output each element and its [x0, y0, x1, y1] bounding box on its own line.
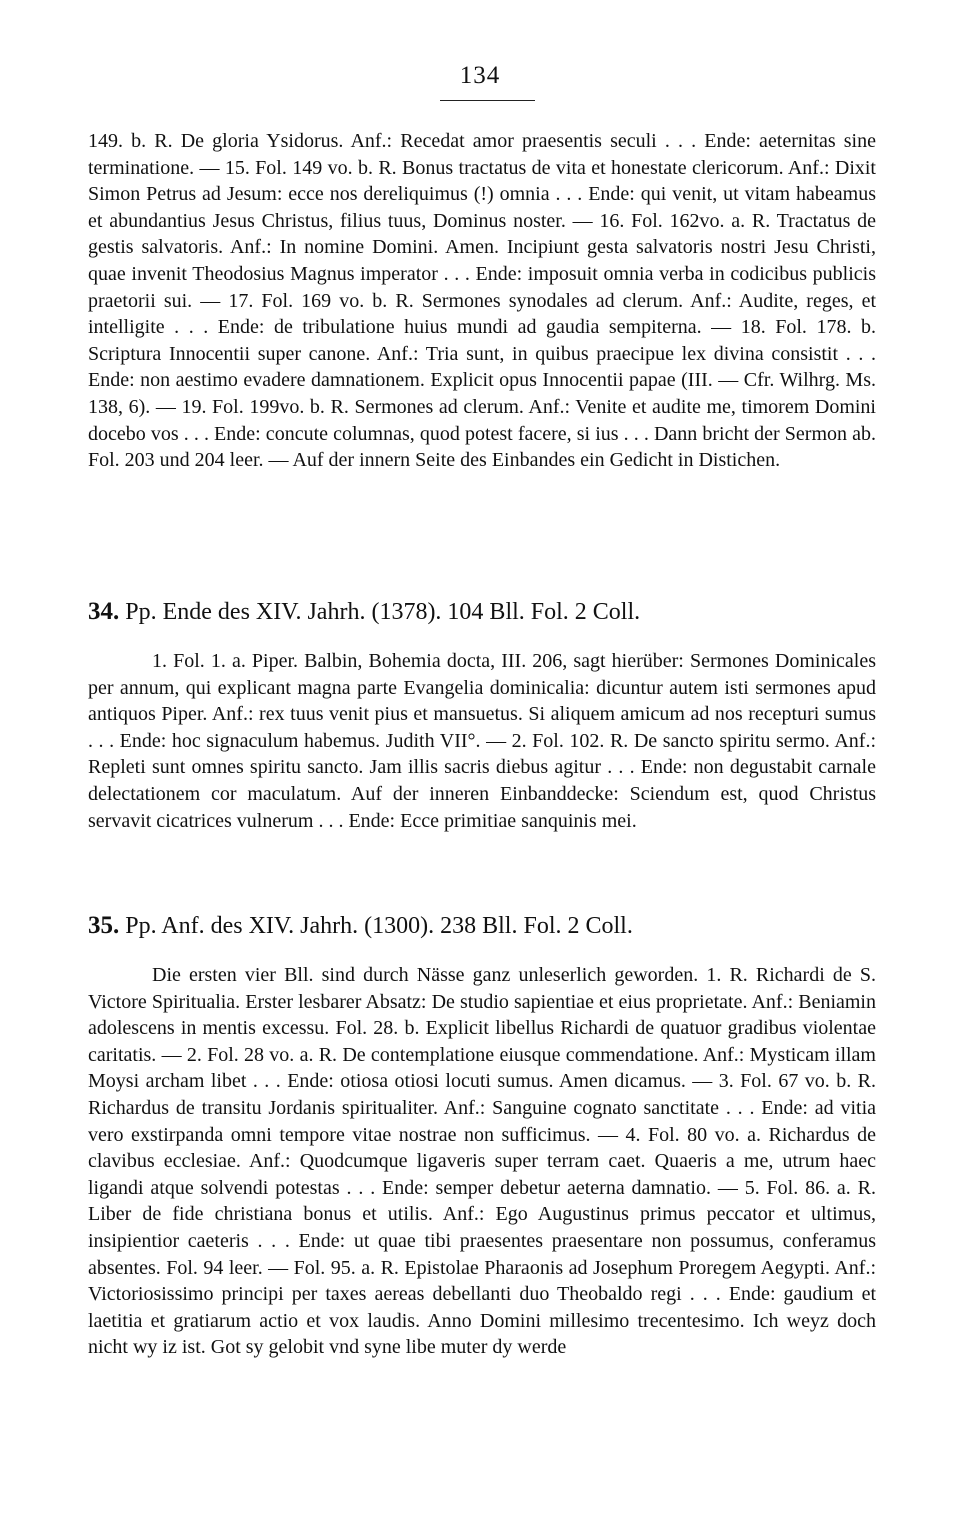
entry-heading-text: Pp. Ende des XIV. Jahrh. (1378). 104 Bll. Fol. 2 Coll. [125, 599, 641, 625]
entry-33-continuation [88, 128, 876, 474]
entry-34-heading [88, 598, 876, 626]
body-paragraph: Die ersten vier Bll. sind durch Nässe ganz unleserlich geworden. 1. R. Richardi de S. Victore Spiritualia. Erster lesbarer Absatz: De studio sapientiae et eius proprietate. Anf.: Beniamin adolescens in mentis excessu. Fol. 28. b. Explicit libellus Richardi de quatuor gradibus violentae caritatis. — 2. Fol. 28 vo. a. R. De contemplatione eiusque commendatione. Anf.: Mysticam illam Moysi archam libet . . . Ende: otiosa otiosi locuti sumus. Amen dicamus. — 3. Fol. 67 vo. b. R. Richardus de transitu Jordanis spiritualiter. Anf.: Sanguine cognato sanctitate . . . Ende: ad vitia vero exstirpanda omni tempore vitae nostrae non sufficimus. — 4. Fol. 80 vo. a. Richardus de clavibus ecclesiae. Anf.: Quodcumque ligaveris super terram caet. Quaeris a me, utrum haec ligandi atque solvendi potestas . . . Ende: semper debetur aeterna damnatio. — 5. Fol. 86. a. R. Liber de fide christiana bonus et utilis. Anf.: Ego Augustinus primus peccator et ultimus, insipientior caeteris . . . Ende: ut quae tibi praesentes praesentare non possumus, conferamus absentes. Fol. 94 leer. — Fol. 95. a. R. Epistolae Pharaonis ad Josephum Proregem Aegypti. Anf.: Victoriosissimo principi per taxes aereas debellanti duo Theobaldo regi . . . Ende: gaudium et laetitia et gratiarum actio et vox laudis. Anno Domini millesimo trecentesimo. Ich weyz doch nicht wy iz ist. Got sy gelobit vnd syne libe muter dy werde [88, 964, 876, 1359]
entry-heading-text: Pp. Anf. des XIV. Jahrh. (1300). 238 Bll. Fol. 2 Coll. [125, 913, 633, 939]
entry-35-heading [88, 912, 876, 940]
entry-35-body [88, 962, 876, 1361]
entry-number: 35. [88, 912, 120, 939]
entry-number: 34. [88, 598, 120, 625]
body-paragraph: 1. Fol. 1. a. Piper. Balbin, Bohemia docta, III. 206, sagt hierüber: Sermones Dominicales per annum, qui explicant magna parte Evangelia dominicalia: dicuntur autem isti sermones apud antiquos Piper. Anf.: rex tuus venit pius et mansuetus. Si aliquem amicum ad nos recepturi sumus . . . Ende: hoc signaculum habemus. Judith VII°. — 2. Fol. 102. R. De sancto spiritu sermo. Anf.: Repleti sunt omnes spiritu sancto. Jam illis sacris diebus agitur . . . Ende: non degustabit carnale delectationem cor maculatum. Auf der inneren Einbanddecke: Sciendum est, quod Christus servavit cicatrices vulnerum . . . Ende: Ecce primitiae sanquinis mei. [88, 650, 876, 832]
page-number-rule [440, 100, 535, 101]
body-paragraph: 149. b. R. De gloria Ysidorus. Anf.: Recedat amor praesentis seculi . . . Ende: aeternitas sine terminatione. — 15. Fol. 149 vo. b. R. Bonus tractatus de vita et honestate clericorum. Anf.: Dixit Simon Petrus ad Jesum: ecce nos dereliquimus (!) omnia . . . Ende: qui venit, ut vitam habeamus et abundantius Jesus Christus, filius tuus, Dominus noster. — 16. Fol. 162vo. a. R. Tractatus de gestis salvatoris. Anf.: In nomine Domini. Amen. Incipiunt gesta salvatoris nostri Jesu Christi, quae invenit Theodosius Magnus imperator . . . Ende: imposuit omnia verba in codicibus publicis praetorii sui. — 17. Fol. 169 vo. b. R. Sermones synodales ad clerum. Anf.: Audite, reges, et intelligite . . . Ende: de tribulatione huius mundi ad gaudia sempiterna. — 18. Fol. 178. b. Scriptura Innocentii super canone. Anf.: Tria sunt, in quibus praecipue lex divina consistit . . . Ende: non aestimo evadere damnationem. Explicit opus Innocentii papae (III. — Cfr. Wilhrg. Ms. 138, 6). — 19. Fol. 199vo. b. R. Sermones ad clerum. Anf.: Venite et audite me, timorem Domini docebo vos . . . Ende: concute columnas, quod potest facere, si ius . . . Dann bricht der Sermon ab. Fol. 203 und 204 leer. — Auf der innern Seite des Einbandes ein Gedicht in Distichen. [88, 130, 876, 472]
page-number: 134 [459, 62, 501, 89]
entry-34-body [88, 648, 876, 834]
